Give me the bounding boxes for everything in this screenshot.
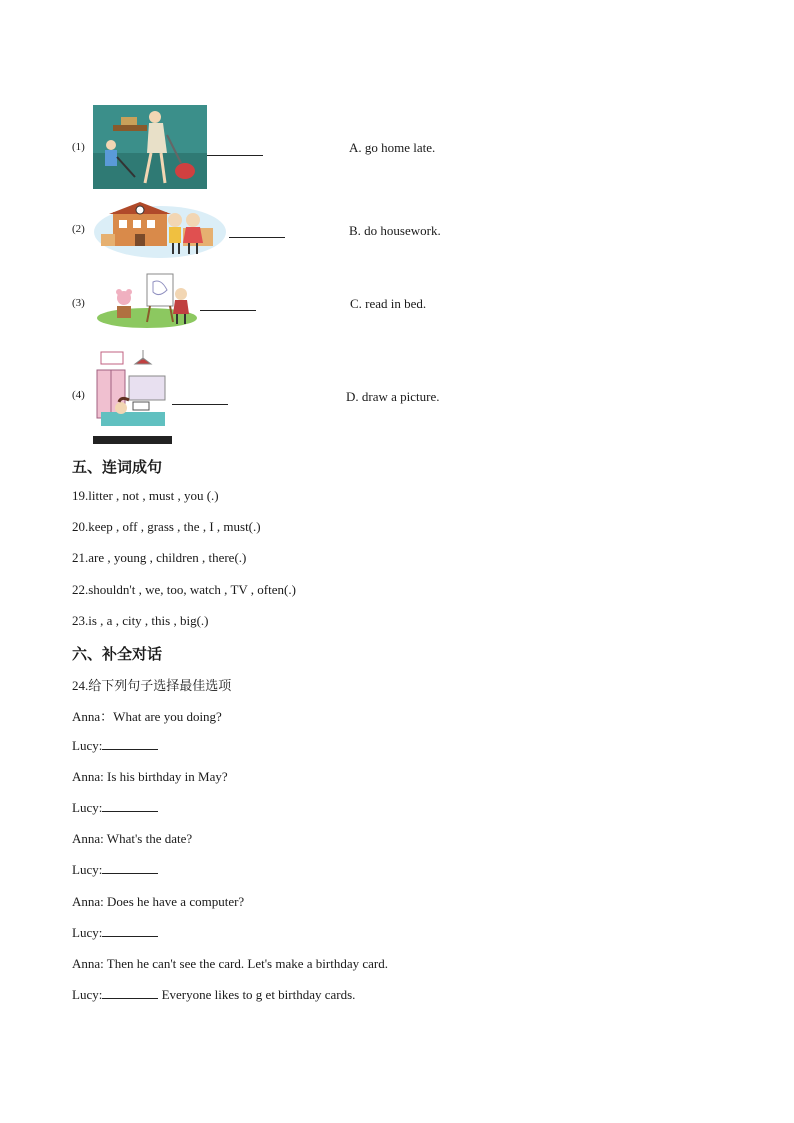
read-in-bed-illustration	[93, 346, 172, 444]
option-a: A. go home late.	[349, 140, 436, 155]
dialogue-line-7	[72, 894, 244, 910]
dialogue-line-2	[72, 738, 158, 754]
answer-line-4[interactable]	[172, 403, 228, 405]
dialogue-line-1	[72, 706, 222, 725]
speaker-lucy: Lucy:	[72, 738, 103, 753]
section-5-title: 五、连词成句	[72, 458, 163, 476]
dialogue-line-8	[72, 925, 158, 941]
answer-line-1[interactable]	[207, 154, 263, 156]
option-c: C. read in bed.	[350, 296, 427, 311]
speaker-anna: Anna:	[72, 894, 108, 909]
item-number-3: (3)	[72, 297, 85, 309]
item-number-4: (4)	[72, 389, 85, 401]
speaker-anna: Anna:	[72, 956, 107, 971]
question-19: 19.litter , not , must , you (.)	[72, 488, 219, 503]
speaker-anna: Anna：	[72, 709, 114, 724]
dialogue-blank-5[interactable]	[102, 988, 158, 999]
question-24-instruction: 24.给下列句子选择最佳选项	[72, 678, 232, 693]
dialogue-line-10	[72, 987, 355, 1003]
item-number-2: (2)	[72, 223, 85, 235]
option-d: D. draw a picture.	[346, 389, 440, 404]
answer-line-2[interactable]	[229, 236, 285, 238]
dialogue-line-3	[72, 769, 228, 785]
speaker-anna: Anna:	[72, 831, 107, 846]
dialogue-text: Does he have a computer?	[107, 894, 245, 909]
question-22: 22.shouldn't , we, too, watch , TV , often(.)	[72, 582, 296, 597]
school-kids-illustration	[93, 198, 228, 258]
question-21: 21.are , young , children , there(.)	[72, 550, 247, 565]
speaker-anna: Anna:	[72, 769, 108, 784]
dialogue-text: Is his birthday in May?	[107, 769, 228, 784]
dialogue-line-5	[72, 831, 192, 847]
question-20: 20.keep , off , grass , the , I , must(.)	[72, 519, 261, 534]
option-b: B. do housework.	[349, 223, 441, 238]
speaker-lucy: Lucy:	[72, 800, 103, 815]
speaker-lucy: Lucy:	[72, 987, 103, 1002]
dialogue-text: What are you doing?	[113, 709, 222, 724]
housework-illustration	[93, 105, 207, 189]
answer-line-3[interactable]	[200, 309, 256, 311]
dialogue-blank-3[interactable]	[102, 863, 158, 874]
section-6-title: 六、补全对话	[72, 645, 163, 663]
drawing-picture-illustration	[95, 268, 199, 330]
question-23: 23.is , a , city , this , big(.)	[72, 613, 209, 628]
dialogue-line-4	[72, 800, 158, 816]
speaker-lucy: Lucy:	[72, 925, 103, 940]
item-number-1: (1)	[72, 141, 85, 153]
speaker-lucy: Lucy:	[72, 862, 103, 877]
dialogue-blank-2[interactable]	[102, 801, 158, 812]
dialogue-text: Everyone likes to g et birthday cards.	[158, 987, 356, 1002]
dialogue-line-9	[72, 956, 388, 972]
dialogue-blank-4[interactable]	[102, 926, 158, 937]
dialogue-line-6	[72, 862, 158, 878]
dialogue-text: What's the date?	[106, 831, 193, 846]
dialogue-blank-1[interactable]	[102, 739, 158, 750]
dialogue-text: Then he can't see the card. Let's make a birthday card.	[106, 956, 388, 971]
